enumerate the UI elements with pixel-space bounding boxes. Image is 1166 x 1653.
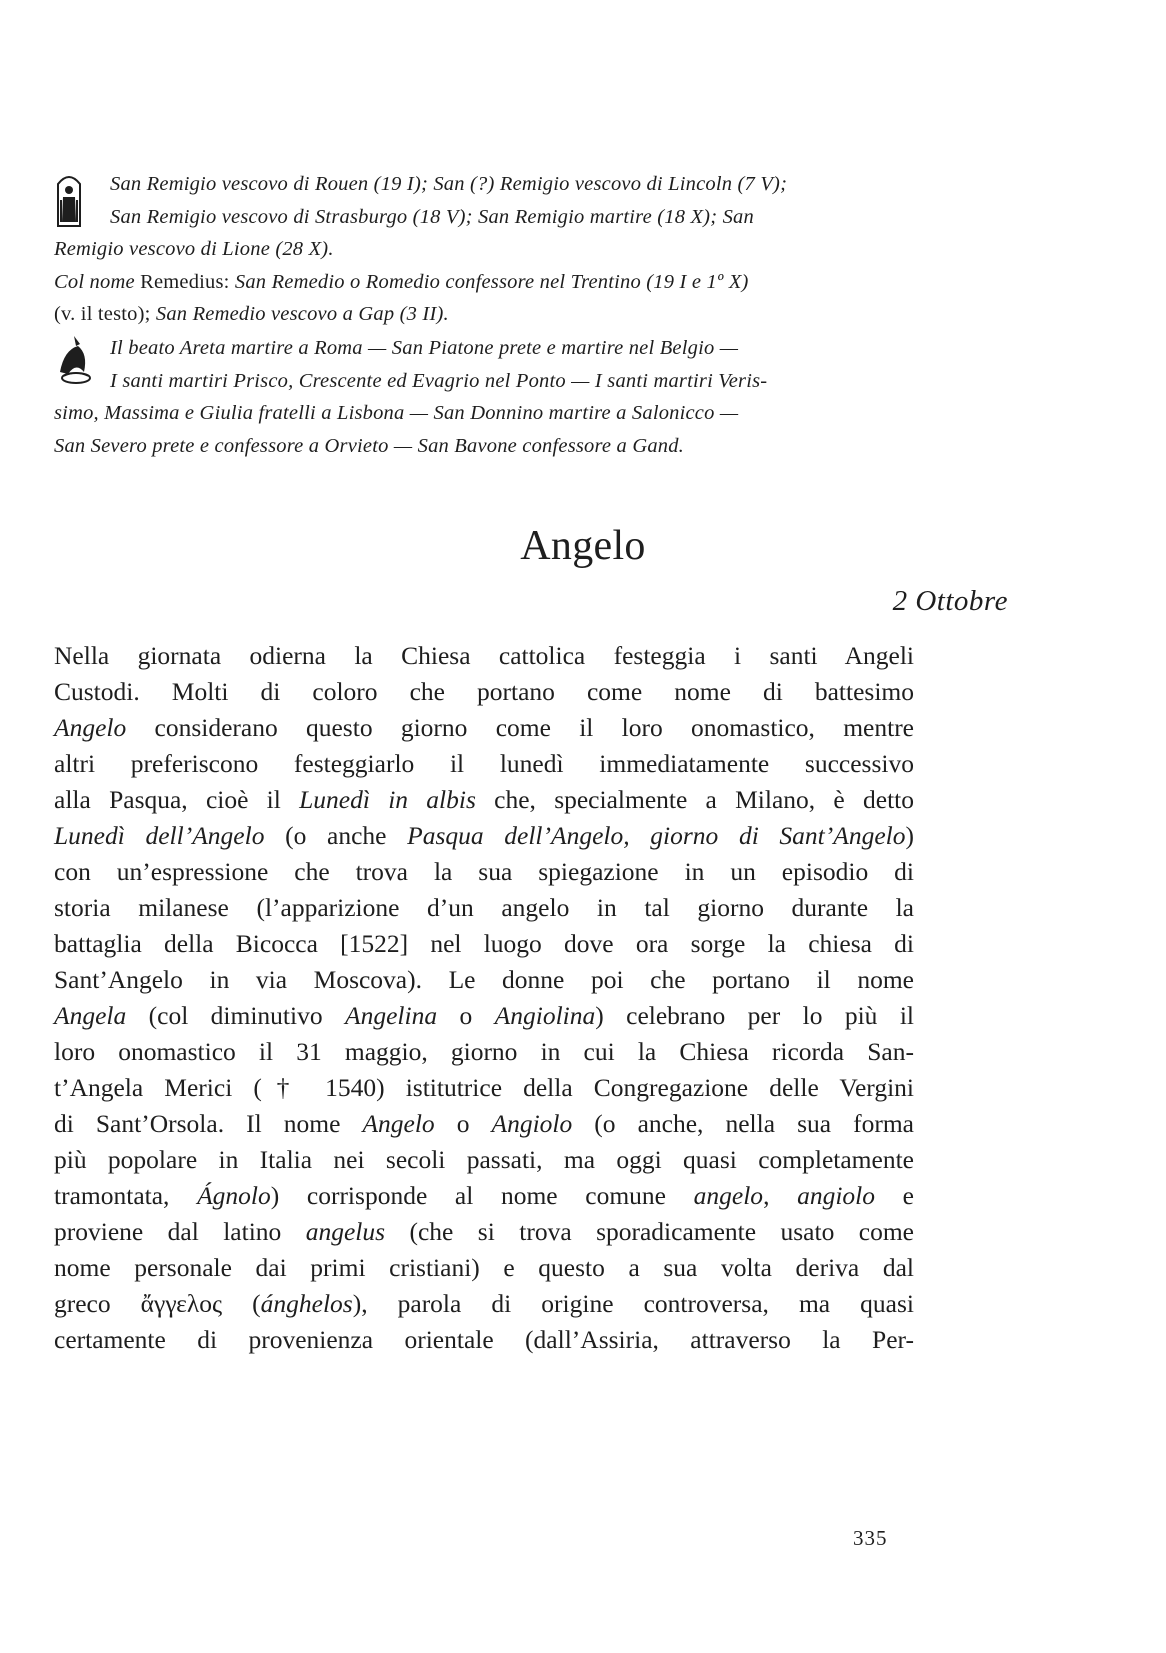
vedi-testo-note: (v. il testo); <box>54 303 151 325</box>
other-line-3: simo, Massima e Giulia fratelli a Lisbona — San Donnino martire a Salonicco — <box>54 402 739 424</box>
remedio-gap-entry: San Remedio vescovo a Gap (3 II). <box>155 303 449 325</box>
italic-term: Angiolina <box>494 1001 596 1030</box>
remedius-entry: San Remedio o Romedio confessore nel Trentino (19 I e 1º X) <box>234 270 749 293</box>
italic-term: Lunedì in albis <box>299 785 476 814</box>
italic-term: angelo <box>693 1181 764 1210</box>
remigio-saints-block <box>54 168 914 331</box>
other-line-4: San Severo prete e confessore a Orvieto — San Bavone confessore a Gand. <box>54 434 685 457</box>
italic-term: ánghelos <box>260 1289 353 1318</box>
body-line: alla Pasqua, cioè il Lunedì in albis che, specialmente a Milano, è detto <box>54 785 914 814</box>
italic-term: Angelo <box>362 1109 435 1138</box>
body-line: Nella giornata odierna la Chiesa cattolica festeggia i santi Angeli <box>54 641 914 670</box>
body-line: Custodi. Molti di coloro che portano come nome di battesimo <box>54 677 914 706</box>
body-line: certamente di provenienza orientale (dall’Assiria, attraverso la Per- <box>54 1325 914 1354</box>
body-line: loro onomastico il 31 maggio, giorno in cui la Chiesa ricorda San- <box>54 1037 914 1066</box>
italic-term: Angelo <box>54 713 127 742</box>
body-line: tramontata, Ágnolo) corrisponde al nome comune angelo, angiolo e <box>54 1181 914 1210</box>
body-line: nome personale dai primi cristiani) e questo a sua volta deriva dal <box>54 1253 914 1282</box>
feast-date: 2 Ottobre <box>892 585 1008 617</box>
entry-title: Angelo <box>520 523 646 569</box>
body-line: più popolare in Italia nei secoli passati, ma oggi quasi completamente <box>54 1145 914 1174</box>
body-line: altri preferiscono festeggiarlo il lunedì immediatamente successivo <box>54 749 914 778</box>
body-line: storia milanese (l’apparizione d’un angelo in tal giorno durante la <box>54 893 914 922</box>
other-line-1: Il beato Areta martire a Roma — San Piatone prete e martire nel Belgio — <box>110 337 739 359</box>
eagle-ornament-icon <box>54 332 94 397</box>
body-line: Angelo considerano questo giorno come il loro onomastico, mentre <box>54 713 914 742</box>
remigio-line-3: Remigio vescovo di Lione (28 X). <box>54 238 334 260</box>
remedius-line-2 <box>54 298 914 331</box>
italic-term: angiolo <box>797 1181 876 1210</box>
remigio-line-2: San Remigio vescovo di Strasburgo (18 V); San Remigio martire (18 X); San <box>110 205 754 228</box>
italic-term: Angelina <box>345 1001 438 1030</box>
italic-term: Pasqua dell’Angelo, giorno di Sant’Angelo <box>407 821 906 850</box>
col-nome-label: Col nome <box>54 270 135 293</box>
italic-term: angelus <box>305 1217 386 1246</box>
body-line: con un’espressione che trova la sua spiegazione in un episodio di <box>54 857 914 886</box>
saint-bishop-figure-icon <box>54 170 84 239</box>
body-line: Sant’Angelo in via Moscova). Le donne poi che portano il nome <box>54 965 914 994</box>
italic-term: Ágnolo <box>197 1181 271 1210</box>
other-saints-block <box>54 332 914 462</box>
body-line: battaglia della Bicocca [1522] nel luogo dove ora sorge la chiesa di <box>54 929 914 958</box>
page-number: 335 <box>853 1526 888 1550</box>
italic-term: Angela <box>54 1001 127 1030</box>
other-line-2: I santi martiri Prisco, Crescente ed Evagrio nel Ponto — I santi martiri Veris- <box>110 369 768 392</box>
body-line: t’Angela Merici († 1540) istitutrice della Congregazione delle Vergini <box>54 1073 914 1102</box>
body-line: greco ἄγγελος (ánghelos), parola di origine controversa, ma quasi <box>54 1289 914 1318</box>
body-line: Lunedì dell’Angelo (o anche Pasqua dell’Angelo, giorno di Sant’Angelo) <box>54 821 914 850</box>
body-text <box>54 638 914 1358</box>
remedius-name: Remedius: <box>140 270 230 293</box>
italic-term: Lunedì dell’Angelo <box>54 821 265 850</box>
italic-term: Angiolo <box>491 1109 573 1138</box>
body-line: proviene dal latino angelus (che si trova sporadicamente usato come <box>54 1217 914 1246</box>
remedius-line <box>54 266 914 299</box>
remigio-line-1: San Remigio vescovo di Rouen (19 I); San (?) Remigio vescovo di Lincoln (7 V); <box>110 173 788 195</box>
body-line: Angela (col diminutivo Angelina o Angiolina) celebrano per lo più il <box>54 1001 914 1030</box>
body-line: di Sant’Orsola. Il nome Angelo o Angiolo (o anche, nella sua forma <box>54 1109 914 1138</box>
